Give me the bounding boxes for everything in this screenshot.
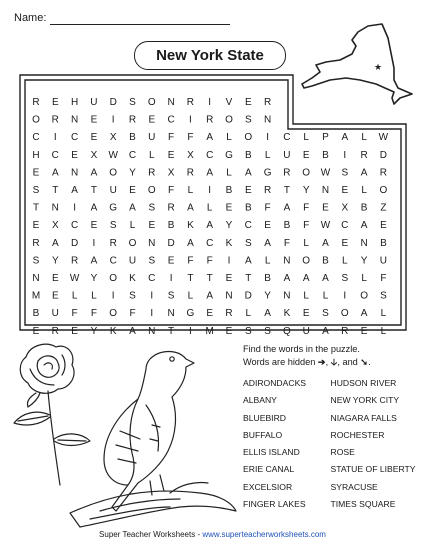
word: FINGER LAKES (243, 499, 306, 510)
grid-letter[interactable]: B (264, 273, 271, 284)
grid-letter[interactable]: O (360, 290, 368, 302)
grid-letter[interactable]: Z (380, 202, 387, 214)
grid-letter[interactable]: L (342, 255, 348, 267)
grid-letter[interactable]: E (322, 202, 329, 214)
grid-letter[interactable]: N (283, 290, 291, 302)
grid-letter[interactable]: C (32, 132, 40, 144)
grid-letter[interactable]: S (129, 97, 136, 108)
grid-letter[interactable]: L (380, 308, 387, 320)
grid-letter[interactable]: N (148, 325, 156, 337)
grid-letter[interactable]: N (263, 114, 272, 126)
grid-letter[interactable]: S (322, 308, 329, 320)
grid-letter[interactable]: S (341, 273, 349, 284)
grid-letter[interactable]: R (263, 97, 272, 108)
word: ALBANY (243, 395, 277, 406)
grid-letter[interactable]: S (264, 325, 271, 337)
grid-letter[interactable]: R (109, 237, 117, 249)
grid-letter[interactable]: E (51, 97, 59, 108)
grid-letter[interactable]: R (167, 202, 175, 214)
grid-letter[interactable]: B (380, 237, 387, 249)
grid-letter[interactable]: I (208, 97, 212, 108)
grid-letter[interactable]: A (129, 325, 136, 337)
word: ADIRONDACKS (243, 378, 307, 388)
word: NIAGARA FALLS (330, 412, 397, 423)
grid-letter[interactable]: A (322, 325, 329, 337)
grid-letter[interactable]: R (186, 97, 195, 108)
grid-letter[interactable]: F (264, 202, 271, 214)
word: EXCELSIOR (243, 481, 293, 492)
grid-letter[interactable]: Y (225, 220, 233, 232)
grid-letter[interactable]: B (32, 308, 40, 320)
grid-letter[interactable]: S (109, 220, 117, 232)
grid-letter[interactable]: A (51, 167, 59, 179)
list-item (243, 413, 418, 430)
footer (0, 530, 425, 539)
grid-letter[interactable]: K (225, 237, 233, 249)
grid-letter[interactable]: L (226, 167, 232, 179)
grid-letter[interactable]: I (169, 273, 173, 284)
grid-letter[interactable]: S (148, 202, 156, 214)
grid-letter[interactable]: S (244, 325, 252, 337)
arrow-diagonal-icon: ➘ (360, 357, 369, 367)
grid-letter[interactable]: N (360, 237, 368, 249)
word: ELLIS ISLAND (243, 447, 300, 458)
grid-letter[interactable]: C (51, 149, 59, 161)
grid-letter[interactable]: A (206, 220, 214, 232)
grid-letter[interactable]: I (208, 185, 212, 196)
list-item (243, 499, 418, 516)
grid-letter[interactable]: A (264, 308, 271, 320)
grid-letter[interactable]: C (283, 132, 291, 144)
grid-letter[interactable]: V (225, 97, 233, 108)
grid-letter[interactable]: E (71, 325, 78, 337)
grid-letter[interactable]: K (109, 325, 117, 337)
grid-letter[interactable]: R (32, 97, 40, 108)
grid-letter[interactable]: Q (283, 325, 291, 337)
grid-letter[interactable]: E (225, 273, 233, 284)
grid-letter[interactable]: B (283, 220, 291, 232)
word: STATUE OF LIBERTY (330, 464, 416, 475)
grid-letter[interactable]: A (90, 167, 98, 179)
bluebird-icon (70, 352, 236, 528)
grid-letter[interactable]: L (303, 290, 309, 302)
grid-letter[interactable]: H (32, 149, 40, 161)
grid-letter[interactable]: N (167, 97, 175, 108)
grid-letter[interactable]: W (378, 132, 389, 144)
grid-letter[interactable]: F (303, 220, 310, 232)
grid-letter[interactable]: E (225, 202, 233, 214)
grid-letter[interactable]: M (31, 290, 41, 302)
grid-letter[interactable]: A (264, 237, 271, 249)
grid-letter[interactable]: E (302, 308, 310, 320)
grid-letter[interactable]: A (71, 185, 78, 196)
grid-letter[interactable]: E (71, 149, 78, 161)
grid-letter[interactable]: A (341, 132, 349, 144)
grid-letter[interactable]: E (32, 325, 40, 337)
page-title: New York State (134, 41, 286, 70)
grid-letter[interactable]: O (302, 255, 311, 267)
grid-letter[interactable]: X (187, 149, 194, 161)
grid-letter[interactable]: N (70, 114, 79, 126)
grid-letter[interactable]: D (70, 237, 79, 249)
rose-icon (14, 344, 90, 485)
grid-letter[interactable]: A (322, 273, 329, 284)
grid-letter[interactable]: U (51, 308, 59, 320)
grid-letter[interactable]: L (264, 149, 271, 161)
grid-letter[interactable]: O (32, 114, 40, 126)
grid-letter[interactable]: E (244, 185, 252, 196)
grid-letter[interactable]: L (187, 185, 194, 196)
grid-letter[interactable]: L (264, 255, 271, 267)
grid-letter[interactable]: A (90, 255, 98, 267)
grid-letter[interactable]: E (380, 220, 387, 232)
grid-letter[interactable]: I (227, 255, 231, 267)
word: SYRACUSE (330, 481, 378, 492)
grid-letter[interactable]: R (283, 167, 291, 179)
grid-letter[interactable]: N (283, 255, 291, 267)
grid-letter[interactable]: C (341, 220, 349, 232)
grid-letter[interactable]: Y (90, 273, 98, 284)
word: ROSE (330, 447, 355, 458)
grid-letter[interactable]: R (51, 325, 59, 337)
grid-letter[interactable]: I (343, 149, 347, 161)
grid-letter[interactable]: S (129, 290, 136, 302)
grid-letter[interactable]: O (128, 237, 137, 249)
grid-letter[interactable]: T (90, 185, 97, 196)
grid-letter[interactable]: P (322, 132, 329, 144)
grid-letter[interactable]: I (73, 202, 76, 214)
instructions-prefix: Words are hidden (243, 357, 316, 367)
grid-letter[interactable]: L (303, 237, 309, 249)
grid-letter[interactable]: K (129, 273, 136, 284)
grid-letter[interactable]: L (226, 132, 232, 144)
grid-letter[interactable]: T (32, 202, 40, 214)
grid-letter[interactable]: F (129, 308, 136, 320)
word: BLUEBIRD (243, 412, 286, 423)
grid-letter[interactable]: A (322, 237, 329, 249)
name-label: Name: (14, 12, 47, 24)
grid-letter[interactable]: R (379, 167, 388, 179)
grid-letter[interactable]: X (51, 220, 59, 232)
word: NEW YORK CITY (330, 395, 400, 406)
grid-letter[interactable]: E (264, 220, 271, 232)
grid-letter[interactable]: I (266, 132, 269, 144)
grid-letter[interactable]: A (206, 132, 214, 144)
grid-letter[interactable]: N (32, 273, 40, 284)
grid-letter[interactable]: O (340, 308, 349, 320)
grid-letter[interactable]: C (148, 273, 156, 284)
word: ERIE CANAL (243, 464, 295, 475)
grid-letter[interactable]: C (244, 220, 252, 232)
grid-letter[interactable]: F (283, 237, 290, 249)
grid-letter[interactable]: Y (51, 255, 59, 267)
grid-letter[interactable]: F (303, 202, 310, 214)
grid-letter[interactable]: O (379, 185, 388, 196)
grid-letter[interactable]: U (302, 325, 310, 337)
grid-letter[interactable]: F (187, 255, 194, 267)
grid-letter[interactable]: L (91, 290, 97, 302)
grid-letter[interactable]: F (168, 132, 175, 144)
grid-letter[interactable]: A (360, 167, 368, 179)
grid-letter[interactable]: B (225, 185, 233, 196)
grid-letter[interactable]: Y (90, 325, 98, 337)
grid-letter[interactable]: A (302, 273, 310, 284)
instructions (243, 343, 413, 369)
grid-letter[interactable]: L (187, 290, 194, 302)
grid-letter[interactable]: R (148, 167, 156, 179)
grid-letter[interactable]: F (71, 308, 78, 320)
grid-letter[interactable]: S (244, 114, 252, 126)
footer-link[interactable]: www.superteacherworksheets.com (202, 530, 326, 539)
grid-letter[interactable]: U (283, 149, 291, 161)
grid-letter[interactable]: R (32, 237, 40, 249)
grid-letter[interactable]: E (206, 308, 214, 320)
grid-letter[interactable]: W (108, 149, 118, 161)
grid-letter[interactable]: E (360, 325, 368, 337)
grid-letter[interactable]: W (320, 167, 331, 179)
grid-letter[interactable]: B (360, 202, 368, 214)
instructions-line-2: Words are hidden ➔, 🡣, and ➘. (243, 357, 371, 367)
grid-letter[interactable]: B (322, 149, 329, 161)
grid-letter[interactable]: F (168, 185, 175, 196)
grid-letter[interactable]: E (148, 114, 156, 126)
arrow-right-icon: ➔ (317, 357, 326, 367)
grid-letter[interactable]: R (225, 308, 233, 320)
grid-letter[interactable]: I (111, 290, 115, 302)
grid-letter[interactable]: C (70, 132, 79, 144)
instructions-line-1: Find the words in the puzzle. (243, 344, 360, 354)
grid-letter[interactable]: E (167, 149, 175, 161)
word: TIMES SQUARE (330, 499, 396, 510)
grid-letter[interactable]: E (51, 273, 59, 284)
grid-letter[interactable]: R (206, 114, 214, 126)
grid-letter[interactable]: I (343, 290, 347, 302)
grid-letter[interactable]: C (70, 220, 79, 232)
grid-letter[interactable]: T (206, 273, 213, 284)
grid-letter[interactable]: B (322, 255, 329, 267)
grid-letter[interactable]: A (90, 202, 98, 214)
grid-letter[interactable]: S (167, 290, 175, 302)
grid-letter[interactable]: A (187, 202, 194, 214)
grid-letter[interactable]: B (129, 132, 136, 144)
grid-letter[interactable]: F (90, 308, 97, 320)
grid-letter[interactable]: U (90, 97, 98, 108)
svg-text:★: ★ (374, 63, 383, 73)
grid-letter[interactable]: C (109, 255, 117, 267)
grid-letter[interactable]: Y (360, 255, 368, 267)
grid-letter[interactable]: I (53, 132, 57, 144)
grid-letter[interactable]: T (187, 273, 194, 284)
grid-letter[interactable]: O (244, 132, 253, 144)
grid-letter[interactable]: X (109, 132, 117, 144)
grid-letter[interactable]: E (90, 132, 98, 144)
grid-letter[interactable]: I (92, 237, 96, 249)
grid-letter[interactable]: E (90, 114, 98, 126)
grid-letter[interactable]: U (379, 255, 388, 267)
grid-letter[interactable]: G (225, 149, 233, 161)
grid-letter[interactable]: L (206, 202, 213, 214)
rose-and-bluebird-illustration (0, 335, 240, 530)
grid-letter[interactable]: L (322, 290, 329, 302)
grid-letter[interactable]: O (109, 167, 118, 179)
grid-letter[interactable]: C (206, 149, 214, 161)
instructions-and: , and (337, 357, 358, 367)
grid-letter[interactable]: Y (129, 167, 136, 179)
word: BUFFALO (243, 429, 283, 440)
grid-letter[interactable]: B (244, 149, 252, 161)
grid-letter[interactable]: B (244, 202, 252, 214)
grid-letter[interactable]: T (245, 273, 252, 284)
grid-letter[interactable]: S (380, 290, 387, 302)
grid-letter[interactable]: E (341, 185, 349, 196)
grid-letter[interactable]: M (205, 325, 214, 337)
grid-letter[interactable]: U (128, 255, 137, 267)
grid-letter[interactable]: O (147, 97, 156, 108)
grid-letter[interactable]: D (379, 149, 388, 161)
grid-letter[interactable]: N (321, 185, 330, 196)
grid-letter[interactable]: W (69, 273, 80, 284)
grid-letter[interactable]: O (225, 114, 233, 126)
grid-letter[interactable]: L (129, 220, 136, 232)
grid-letter[interactable]: A (187, 237, 194, 249)
grid-letter[interactable]: G (186, 308, 195, 320)
grid-letter[interactable]: S (341, 167, 349, 179)
grid-letter[interactable]: E (129, 185, 136, 196)
grid-letter[interactable]: L (361, 132, 367, 144)
list-item (243, 482, 418, 499)
grid-letter[interactable]: E (341, 237, 349, 249)
grid-letter[interactable]: R (186, 167, 195, 179)
word-list (243, 378, 418, 516)
grid-letter[interactable]: A (244, 255, 252, 267)
grid-letter[interactable]: N (51, 202, 59, 214)
grid-letter[interactable]: A (360, 308, 368, 320)
grid-letter[interactable]: R (70, 255, 79, 267)
grid-letter[interactable]: S (148, 255, 156, 267)
grid-letter[interactable]: E (148, 220, 156, 232)
grid-letter[interactable]: Y (264, 290, 271, 302)
list-item (243, 378, 418, 395)
grid-letter[interactable]: Y (302, 185, 310, 196)
grid-letter[interactable]: U (109, 185, 117, 196)
grid-letter[interactable]: L (71, 290, 78, 302)
grid-letter[interactable]: A (206, 290, 214, 302)
grid-letter[interactable]: O (109, 273, 118, 284)
footer-brand: Super Teacher Worksheets (99, 530, 196, 539)
grid-letter[interactable]: E (90, 220, 98, 232)
grid-letter[interactable]: N (225, 290, 233, 302)
grid-letter[interactable]: H (70, 97, 79, 108)
grid-letter[interactable]: O (109, 308, 118, 320)
grid-letter[interactable]: D (109, 97, 117, 108)
grid-letter[interactable]: D (167, 237, 175, 249)
grid-letter[interactable]: A (129, 202, 136, 214)
grid-letter[interactable]: E (167, 255, 175, 267)
grid-letter[interactable]: A (283, 273, 291, 284)
grid-letter[interactable]: E (32, 220, 40, 232)
grid-letter[interactable]: L (361, 273, 367, 284)
grid-letter[interactable]: U (148, 132, 156, 144)
grid-letter[interactable]: A (206, 167, 214, 179)
grid-letter[interactable]: I (150, 308, 154, 320)
list-item (243, 395, 418, 412)
grid-letter[interactable]: I (150, 290, 154, 302)
grid-letter[interactable]: G (109, 202, 118, 214)
grid-letter[interactable]: L (361, 185, 367, 196)
grid-letter[interactable]: T (168, 325, 175, 337)
grid-letter[interactable]: I (111, 114, 115, 126)
grid-letter[interactable]: G (263, 167, 272, 179)
word: HUDSON RIVER (330, 378, 397, 388)
grid-letter[interactable]: R (341, 325, 349, 337)
grid-letter[interactable]: K (187, 220, 194, 232)
grid-letter[interactable]: R (128, 114, 137, 126)
grid-letter[interactable]: T (283, 185, 290, 196)
grid-letter[interactable]: F (380, 273, 387, 284)
grid-letter[interactable]: C (206, 237, 214, 249)
grid-letter[interactable]: A (51, 237, 59, 249)
grid-letter[interactable]: S (244, 237, 252, 249)
grid-letter[interactable]: O (302, 167, 311, 179)
grid-letter[interactable]: X (90, 149, 98, 161)
grid-letter[interactable]: S (32, 185, 40, 196)
grid-letter[interactable]: R (263, 185, 272, 196)
grid-letter[interactable]: E (51, 290, 59, 302)
grid-letter[interactable]: D (244, 290, 252, 302)
grid-letter[interactable]: R (51, 114, 59, 126)
grid-letter[interactable]: E (302, 149, 310, 161)
grid-letter[interactable]: B (167, 220, 175, 232)
grid-letter[interactable]: N (70, 167, 79, 179)
grid-letter[interactable]: N (167, 308, 175, 320)
grid-letter[interactable]: E (244, 97, 252, 108)
word: ROCHESTER (330, 429, 385, 440)
grid-letter[interactable]: I (189, 114, 192, 126)
arrow-down-icon: 🡣 (330, 357, 338, 367)
grid-letter[interactable]: W (320, 220, 331, 232)
list-item (243, 430, 418, 447)
grid-letter[interactable]: K (283, 308, 291, 320)
grid-letter[interactable]: A (360, 220, 368, 232)
grid-letter[interactable]: N (148, 237, 156, 249)
grid-letter[interactable]: E (32, 167, 40, 179)
grid-letter[interactable]: A (283, 202, 291, 214)
grid-letter[interactable]: C (128, 149, 137, 161)
grid-letter[interactable]: L (303, 132, 309, 144)
grid-letter[interactable]: C (167, 114, 175, 126)
grid-letter[interactable]: F (187, 132, 194, 144)
grid-letter[interactable]: X (341, 202, 349, 214)
grid-letter[interactable]: I (189, 325, 192, 337)
grid-letter[interactable]: R (360, 149, 368, 161)
grid-letter[interactable]: L (245, 308, 252, 320)
list-item (243, 447, 418, 464)
grid-letter[interactable]: F (206, 255, 213, 267)
grid-letter[interactable]: L (149, 149, 155, 161)
grid-letter[interactable]: A (244, 167, 252, 179)
grid-letter[interactable]: S (32, 255, 40, 267)
grid-letter[interactable]: E (225, 325, 233, 337)
grid-letter[interactable]: T (52, 185, 59, 196)
list-item (243, 464, 418, 481)
grid-letter[interactable]: L (380, 325, 387, 337)
grid-letter[interactable]: X (167, 167, 175, 179)
grid-letter[interactable]: O (147, 185, 156, 196)
footer-separator: - (195, 530, 203, 539)
